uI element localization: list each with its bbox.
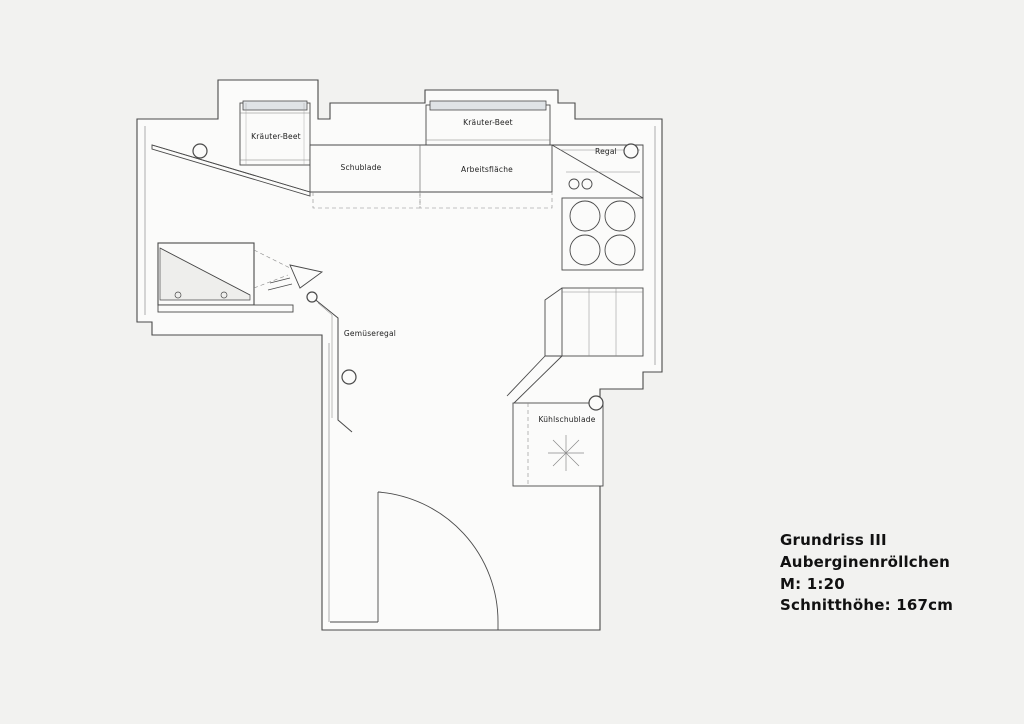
label-regal: Regal (595, 147, 617, 156)
label-schublade: Schublade (340, 163, 382, 172)
label-kuehlschublade: Kühlschublade (538, 415, 596, 424)
label-arbeitsflaeche: Arbeitsfläche (461, 165, 513, 174)
door-marker-1-icon (193, 144, 207, 158)
title-line-plan-name: Grundriss III (780, 531, 887, 549)
cooktop-unit (562, 198, 643, 270)
knob-2-icon (582, 179, 592, 189)
door-marker-4-icon (342, 370, 356, 384)
title-line-section-height: Schnitthöhe: 167cm (780, 596, 954, 615)
snowflake-icon (548, 435, 584, 471)
label-kraeuter-beet-right: Kräuter-Beet (463, 118, 513, 127)
door-marker-3-icon (307, 292, 317, 302)
title-line-dish-name: Auberginenröllchen (780, 552, 951, 571)
label-kraeuter-beet-left: Kräuter-Beet (251, 132, 301, 141)
knob-1-icon (569, 179, 579, 189)
door-marker-5-icon (589, 396, 603, 410)
title-block (780, 530, 1010, 617)
door-marker-2-icon (624, 144, 638, 158)
label-gemueseregal: Gemüseregal (343, 329, 397, 338)
title-line-scale: M: 1:20 (780, 574, 845, 593)
